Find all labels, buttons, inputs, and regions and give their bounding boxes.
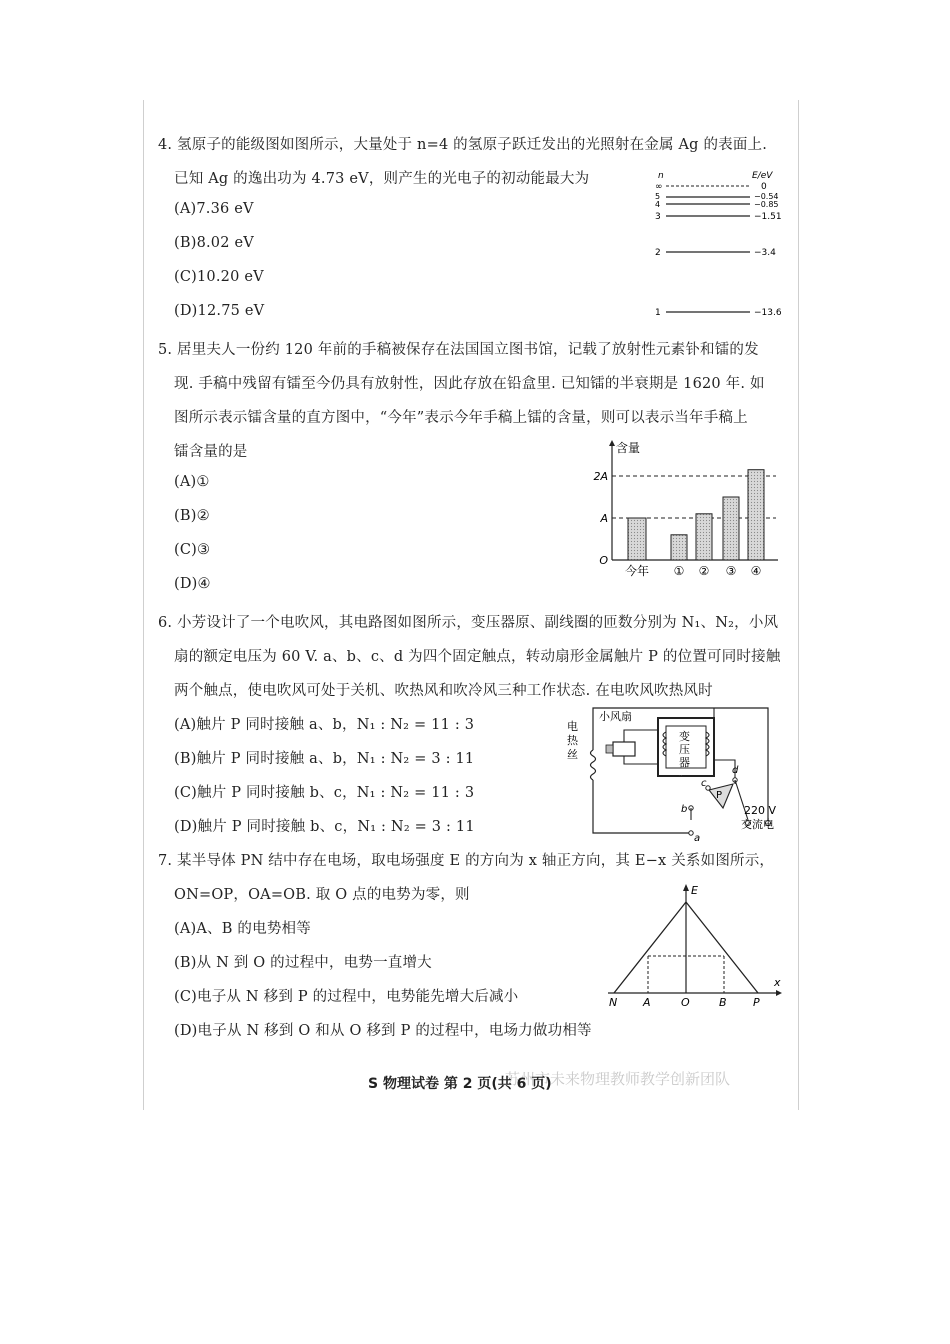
q6-option-d[interactable]: (D)触片 P 同时接触 b、c，N₁ : N₂ = 3 : 11 bbox=[174, 819, 475, 835]
q6-option-c[interactable]: (C)触片 P 同时接触 b、c，N₁ : N₂ = 11 : 3 bbox=[174, 785, 475, 801]
bar-4 bbox=[748, 470, 764, 560]
q7-option-d[interactable]: (D)电子从 N 移到 O 和从 O 移到 P 的过程中，电场力做功相等 bbox=[174, 1023, 592, 1039]
supply-type: 交流电 bbox=[741, 818, 774, 831]
radium-content-bar-chart bbox=[588, 438, 783, 583]
e-axis-label: E bbox=[691, 884, 698, 897]
fan-wire-top bbox=[624, 730, 657, 742]
e-axis-arrow bbox=[683, 884, 689, 891]
q5-option-d[interactable]: (D)④ bbox=[174, 576, 211, 592]
contact-c-label: c bbox=[701, 778, 707, 789]
q5-stem-line2: 现. 手稿中残留有镭至今仍具有放射性，因此存放在铅盒里. 已知镭的半衰期是 1620 年. 如 bbox=[174, 376, 765, 392]
transformer-label-1: 变 bbox=[679, 730, 690, 743]
x-tick-label-3: ③ bbox=[725, 564, 737, 578]
level-e-3: −1.51 bbox=[754, 212, 782, 222]
x-tick-label-1: ① bbox=[673, 564, 685, 578]
q4-option-d[interactable]: (D)12.75 eV bbox=[174, 303, 265, 319]
y-tick-label-0: O bbox=[599, 554, 608, 567]
contact-b-label: b bbox=[681, 804, 688, 815]
level-n-1: 1 bbox=[655, 308, 661, 318]
q4-option-b[interactable]: (B)8.02 eV bbox=[174, 235, 254, 251]
x-tick-label-0: 今年 bbox=[624, 564, 650, 578]
q5-stem-line1: 5. 居里夫人一份约 120 年前的手稿被保存在法国国立图书馆，记载了放射性元素钋和镭的发 bbox=[158, 342, 759, 358]
bar-0 bbox=[628, 518, 646, 560]
transformer-label-3: 器 bbox=[679, 756, 690, 769]
energy-level-diagram bbox=[648, 168, 788, 323]
contact-a-dot bbox=[689, 831, 693, 835]
e-axis-label: E/eV bbox=[752, 171, 773, 181]
x-tick-label-2: ② bbox=[698, 564, 710, 578]
q4-stem-line1: 4. 氢原子的能级图如图所示，大量处于 n=4 的氢原子跃迁发出的光照射在金属 Ag 的表面上. bbox=[158, 137, 768, 153]
fan-wire-bottom bbox=[624, 756, 657, 764]
level-n-5: 5 bbox=[655, 192, 661, 201]
q6-stem-line1: 6. 小芳设计了一个电吹风，其电路图如图所示，变压器原、副线圈的匝数分别为 N₁、N₂，小风 bbox=[158, 615, 779, 631]
contact-a-label: a bbox=[694, 833, 701, 844]
watermark: 苏州市未来物理教师教学创新团队 bbox=[505, 1070, 731, 1088]
q5-option-c[interactable]: (C)③ bbox=[174, 542, 211, 558]
q7-option-b[interactable]: (B)从 N 到 O 的过程中，电势一直增大 bbox=[174, 955, 432, 971]
x-axis-arrow bbox=[776, 990, 782, 996]
level-n-4: 4 bbox=[655, 200, 661, 209]
y-axis-label: 含量 bbox=[616, 441, 641, 455]
q7-stem-line2: ON=OP，OA=OB. 取 O 点的电势为零，则 bbox=[174, 887, 470, 903]
q4-stem-line2: 已知 Ag 的逸出功为 4.73 eV，则产生的光电子的初动能最大为 bbox=[174, 171, 590, 187]
q5-option-a[interactable]: (A)① bbox=[174, 474, 210, 490]
bar-1 bbox=[671, 535, 687, 560]
fan-label: 小风扇 bbox=[599, 710, 632, 723]
level-n-inf: ∞ bbox=[655, 182, 663, 192]
q5-stem-line3: 图所示表示镭含量的直方图中，“今年”表示今年手稿上镭的含量，则可以表示当年手稿上 bbox=[174, 410, 748, 426]
point-b: B bbox=[719, 996, 727, 1009]
point-p: P bbox=[753, 996, 760, 1009]
q4-option-c[interactable]: (C)10.20 eV bbox=[174, 269, 264, 285]
level-e-4: −0.85 bbox=[754, 200, 779, 209]
transformer-label-2: 压 bbox=[679, 743, 690, 756]
bar-2 bbox=[696, 514, 712, 560]
point-a: A bbox=[643, 996, 651, 1009]
q7-stem-line1: 7. 某半导体 PN 结中存在电场，取电场强度 E 的方向为 x 轴正方向，其 E−x 关系如图所示， bbox=[158, 853, 775, 869]
q4-option-a[interactable]: (A)7.36 eV bbox=[174, 201, 254, 217]
fan-motor bbox=[613, 742, 635, 756]
level-e-5: −0.54 bbox=[754, 192, 779, 201]
x-tick-label-4: ④ bbox=[750, 564, 762, 578]
slider-label: P bbox=[716, 790, 723, 801]
e-x-graph bbox=[598, 880, 788, 1010]
bar-3 bbox=[723, 497, 739, 560]
transformer-label: 变压器 bbox=[679, 775, 682, 776]
level-e-1: −13.6 bbox=[754, 308, 782, 318]
y-tick-label-2: 2A bbox=[593, 470, 608, 483]
bottom-wire bbox=[593, 780, 691, 833]
heater-label-3: 丝 bbox=[567, 748, 578, 761]
q6-option-a[interactable]: (A)触片 P 同时接触 a、b，N₁ : N₂ = 11 : 3 bbox=[174, 717, 475, 733]
q5-stem-line4: 镭含量的是 bbox=[174, 444, 248, 460]
q7-option-a[interactable]: (A)A、B 的电势相等 bbox=[174, 921, 311, 937]
q6-option-b[interactable]: (B)触片 P 同时接触 a、b，N₁ : N₂ = 3 : 11 bbox=[174, 751, 475, 767]
q6-stem-line2: 扇的额定电压为 60 V. a、b、c、d 为四个固定触点，转动扇形金属触片 P 的位置可同时接触 bbox=[174, 649, 781, 665]
contact-d-label: d bbox=[732, 765, 739, 776]
heater-coil bbox=[591, 750, 596, 780]
q5-option-b[interactable]: (B)② bbox=[174, 508, 210, 524]
x-axis-label: x bbox=[774, 976, 781, 989]
fan-blade bbox=[606, 745, 613, 753]
n-axis-label: n bbox=[658, 171, 664, 181]
heater-label-2: 热 bbox=[567, 734, 578, 747]
level-n-3: 3 bbox=[655, 212, 661, 222]
hair-dryer-circuit-diagram bbox=[563, 700, 788, 845]
level-n-2: 2 bbox=[655, 248, 661, 258]
y-tick-label-1: A bbox=[600, 512, 608, 525]
q6-stem-line3: 两个触点，使电吹风可处于关机、吹热风和吹冷风三种工作状态. 在电吹风吹热风时 bbox=[174, 683, 713, 699]
heater-label-1: 电 bbox=[567, 720, 578, 733]
point-n: N bbox=[609, 996, 618, 1009]
y-axis-arrow bbox=[609, 440, 615, 446]
level-e-2: −3.4 bbox=[754, 248, 776, 258]
heater-label: 电热丝 bbox=[573, 804, 576, 805]
q7-option-c[interactable]: (C)电子从 N 移到 P 的过程中，电势能先增大后减小 bbox=[174, 989, 519, 1005]
point-o: O bbox=[681, 996, 690, 1009]
page-footer: S 物理试卷 第 2 页(共 6 页) bbox=[368, 1076, 552, 1092]
supply-voltage: 220 V bbox=[744, 804, 777, 817]
level-e-inf: 0 bbox=[761, 182, 767, 192]
